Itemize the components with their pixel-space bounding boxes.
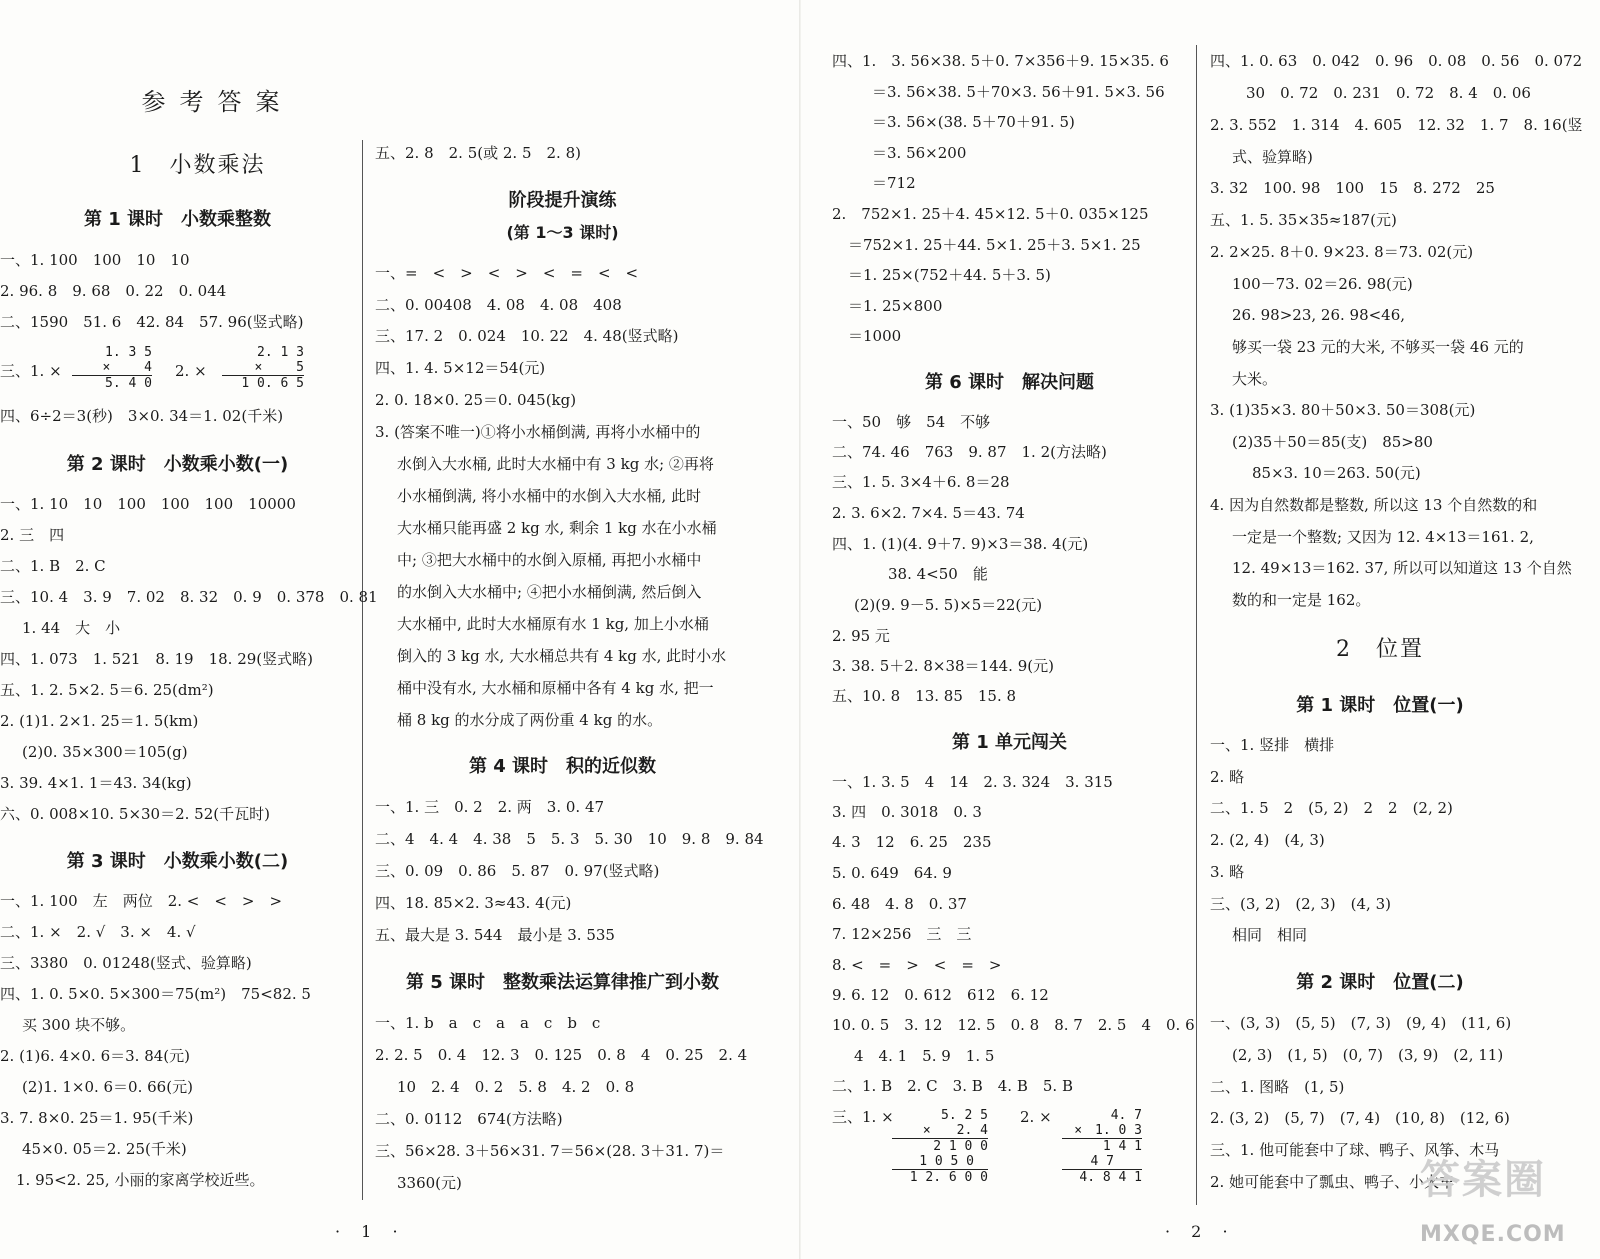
- answer-line: 够买一袋 23 元的大米, 不够买一袋 46 元的: [1232, 338, 1524, 356]
- answer-line: 2. (1)6. 4×0. 6＝3. 84(元): [0, 1047, 191, 1065]
- answer-line: 四、18. 85×2. 3≈43. 4(元): [375, 894, 572, 912]
- answer-line: 45×0. 05＝2. 25(千米): [22, 1140, 187, 1158]
- answer-line: 桶 8 kg 的水分成了两份重 4 kg 的水。: [397, 711, 663, 729]
- answer-line: 二、1. × 2. √ 3. × 4. √: [0, 923, 196, 941]
- answer-line: ＝752×1. 25＋44. 5×1. 25＋3. 5×1. 25: [848, 236, 1141, 254]
- answer-line: 五、2. 8 2. 5(或 2. 5 2. 8): [375, 144, 581, 162]
- answer-line: 二、1. 5 2 (5, 2) 2 2 (2, 2): [1210, 799, 1453, 817]
- answer-line: 四、1. 4. 5×12＝54(元): [375, 359, 546, 377]
- answer-line: 的水倒入大水桶中; ④把小水桶倒满, 然后倒入: [397, 583, 702, 601]
- answer-line: 4. 因为自然数都是整数, 所以这 13 个自然数的和: [1210, 496, 1538, 514]
- answer-line: 买 300 块不够。: [22, 1016, 136, 1034]
- answer-line: 2. 95 元: [832, 627, 890, 645]
- answer-line: 水倒入大水桶, 此时大水桶中有 3 kg 水; ②再将: [397, 455, 714, 473]
- answer-line: 4. 3 12 6. 25 235: [832, 833, 992, 851]
- page-fold: [799, 0, 801, 1259]
- column-divider-right: [1196, 45, 1197, 1205]
- answer-line: 一定是一个整数; 又因为 12. 4×13＝161. 2,: [1232, 528, 1534, 546]
- unit-test-heading: 第 1 单元闯关: [951, 732, 1068, 753]
- lesson-heading: 第 4 课时 积的近似数: [468, 756, 657, 777]
- answer-line: 3. 四 0. 3018 0. 3: [832, 803, 982, 821]
- answer-line: 三、56×28. 3＋56×31. 7＝56×(28. 3＋31. 7)＝: [375, 1142, 725, 1160]
- lesson-heading: 第 6 课时 解决问题: [924, 372, 1095, 393]
- answer-line: (2)(9. 9－5. 5)×5＝22(元): [854, 596, 1043, 614]
- watermark-text: MXQE.COM: [1420, 1222, 1566, 1247]
- answer-line: 一、1. 3. 5 4 14 2. 3. 324 3. 315: [832, 773, 1113, 791]
- answer-line: 2. 3. 6×2. 7×4. 5＝43. 74: [832, 504, 1025, 522]
- answers-title: 参考答案: [141, 88, 294, 116]
- answer-line: 桶中没有水, 大水桶和原桶中各有 4 kg 水, 把一: [397, 679, 714, 697]
- answer-line: 10 2. 4 0. 2 5. 8 4. 2 0. 8: [397, 1078, 635, 1096]
- answer-line: 100－73. 02＝26. 98(元): [1232, 275, 1413, 293]
- answer-line: 五、1. 2. 5×2. 5＝6. 25(dm²): [0, 681, 214, 699]
- answer-line: 2. 2×25. 8＋0. 9×23. 8＝73. 02(元): [1210, 243, 1474, 261]
- answer-line: 一、(3, 3) (5, 5) (7, 3) (9, 4) (11, 6): [1210, 1014, 1512, 1032]
- lesson-heading: 第 5 课时 整数乘法运算律推广到小数: [405, 972, 720, 993]
- answer-line: 38. 4<50 能: [888, 565, 988, 583]
- answer-line: 6. 48 4. 8 0. 37: [832, 895, 967, 913]
- answer-line: 相同 相同: [1232, 926, 1308, 944]
- answer-line: 四、1. (1)(4. 9＋7. 9)×3＝38. 4(元): [832, 535, 1089, 553]
- answer-line: (2)0. 35×300＝105(g): [22, 743, 188, 761]
- answer-line: 五、最大是 3. 544 最小是 3. 535: [375, 926, 615, 944]
- answer-line: 3. (答案不唯一)①将小水桶倒满, 再将小水桶中的: [375, 423, 701, 441]
- answer-line: 三、1. ×: [832, 1108, 894, 1126]
- answer-line: 3. 32 100. 98 100 15 8. 272 25: [1210, 179, 1495, 197]
- answer-line: 2. (3, 2) (5, 7) (7, 4) (10, 8) (12, 6): [1210, 1109, 1510, 1127]
- answer-line: 26. 98>23, 26. 98<46,: [1232, 306, 1406, 324]
- lesson-heading: 第 3 课时 小数乘小数(二): [66, 851, 289, 872]
- answer-line: 四、1. 0. 5×0. 5×300＝75(m²) 75<82. 5: [0, 985, 311, 1003]
- answer-line: 7. 12×256 三 三: [832, 925, 972, 943]
- answer-line: 2. ×: [175, 362, 207, 380]
- answer-line: 2. 96. 8 9. 68 0. 22 0. 044: [0, 282, 227, 300]
- answer-line: 二、0. 0112 674(方法略): [375, 1110, 563, 1128]
- answer-line: ＝1. 25×(752＋44. 5＋3. 5): [848, 266, 1051, 284]
- answer-line: 1. 44 大 小: [22, 619, 121, 637]
- answer-line: 二、1. B 2. C 3. B 4. B 5. B: [832, 1077, 1073, 1095]
- answer-line: 一、1. 三 0. 2 2. 两 3. 0. 47: [375, 798, 605, 816]
- vertical-calculation: 5. 2 5 × 2. 4 2 1 0 0 1 0 5 0 1 2. 6 0 0: [892, 1108, 988, 1185]
- answer-line: ＝1. 25×800: [848, 297, 943, 315]
- answer-line: 三、3380 0. 01248(竖式、验算略): [0, 954, 252, 972]
- answer-line: 2. (1)1. 2×1. 25＝1. 5(km): [0, 712, 199, 730]
- answer-line: 3360(元): [397, 1174, 462, 1192]
- answer-line: 2. 略: [1210, 768, 1245, 786]
- answer-line: 3. 略: [1210, 863, 1245, 881]
- answer-line: (2, 3) (1, 5) (0, 7) (3, 9) (2, 11): [1232, 1046, 1504, 1064]
- answer-line: 8. < = > < = >: [832, 956, 1002, 974]
- answer-line: 二、4 4. 4 4. 38 5 5. 3 5. 30 10 9. 8 9. 84: [375, 830, 764, 848]
- answer-line: 小水桶倒满, 将小水桶中的水倒入大水桶, 此时: [397, 487, 702, 505]
- answer-line: 3. 7. 8×0. 25＝1. 95(千米): [0, 1109, 194, 1127]
- answer-line: 一、1. 100 左 两位 2. < < > >: [0, 892, 283, 910]
- answer-line: (2)35＋50＝85(支) 85>80: [1232, 433, 1433, 451]
- answer-line: 二、1. 图略 (1, 5): [1210, 1078, 1345, 1096]
- answer-line: 二、1590 51. 6 42. 84 57. 96(竖式略): [0, 313, 304, 331]
- vertical-calculation: 2. 1 3 × 5 1 0. 6 5: [222, 345, 304, 391]
- section-subheading: (第 1～3 课时): [506, 223, 619, 242]
- answer-line: 一、1. b a c a a c b c: [375, 1014, 601, 1032]
- answer-line: 四、1. 073 1. 521 8. 19 18. 29(竖式略): [0, 650, 314, 668]
- answer-line: 倒入的 3 kg 水, 大水桶总共有 4 kg 水, 此时小水: [397, 647, 727, 665]
- answer-line: 2. 2. 5 0. 4 12. 3 0. 125 0. 8 4 0. 25 2. 4: [375, 1046, 748, 1064]
- answer-line: 数的和一定是 162。: [1232, 591, 1371, 609]
- vertical-calculation: 4. 7 × 1. 0 3 1 4 1 4 7 4. 8 4 1: [1062, 1108, 1142, 1185]
- section-heading: 阶段提升演练: [508, 190, 617, 211]
- answer-line: 一、1. 100 100 10 10: [0, 251, 190, 269]
- answer-line: 三、17. 2 0. 024 10. 22 4. 48(竖式略): [375, 327, 679, 345]
- answer-line: 大米。: [1232, 370, 1278, 388]
- lesson-heading: 第 2 课时 位置(二): [1296, 972, 1464, 993]
- watermark-logo: 答案圈: [1420, 1157, 1546, 1203]
- answer-line: ＝712: [872, 174, 916, 192]
- answer-line: 2. 她可能套中了瓢虫、鸭子、小火车: [1210, 1173, 1455, 1191]
- answer-line: 30 0. 72 0. 231 0. 72 8. 4 0. 06: [1246, 84, 1531, 102]
- page-number-left: · 1 ·: [335, 1222, 406, 1241]
- unit-title: 1 小数乘法: [129, 153, 266, 178]
- answer-line: 一、= < > < > < = < <: [375, 264, 639, 282]
- page-number-right: · 2 ·: [1165, 1222, 1236, 1241]
- answer-line: 一、1. 竖排 横排: [1210, 736, 1335, 754]
- answer-line: 四、6÷2＝3(秒) 3×0. 34＝1. 02(千米): [0, 407, 284, 425]
- answer-line: 三、10. 4 3. 9 7. 02 8. 32 0. 9 0. 378 0. 81: [0, 588, 378, 606]
- answer-line: 5. 0. 649 64. 9: [832, 864, 952, 882]
- answer-line: 三、0. 09 0. 86 5. 87 0. 97(竖式略): [375, 862, 660, 880]
- answer-line: 三、1. ×: [0, 362, 62, 380]
- answer-line: 二、74. 46 763 9. 87 1. 2(方法略): [832, 443, 1107, 461]
- answer-line: 中; ③把大水桶中的水倒入原桶, 再把小水桶中: [397, 551, 702, 569]
- answer-line: 二、1. B 2. C: [0, 557, 106, 575]
- answer-line: 二、0. 00408 4. 08 4. 08 408: [375, 296, 622, 314]
- answer-line: 五、1. 5. 35×35≈187(元): [1210, 211, 1397, 229]
- answer-line: 四、1. 0. 63 0. 042 0. 96 0. 08 0. 56 0. 072: [1210, 52, 1583, 70]
- answer-line: 一、50 够 54 不够: [832, 413, 991, 431]
- answer-line: 2. 三 四: [0, 526, 65, 544]
- answer-line: ＝1000: [848, 327, 902, 345]
- answer-line: 三、1. 他可能套中了球、鸭子、风筝、木马: [1210, 1141, 1500, 1159]
- answer-line: 2. ×: [1020, 1108, 1052, 1126]
- answer-line: 一、1. 10 10 100 100 100 10000: [0, 495, 296, 513]
- answer-line: 1. 95<2. 25, 小丽的家离学校近些。: [16, 1171, 265, 1189]
- answer-line: 五、10. 8 13. 85 15. 8: [832, 687, 1017, 705]
- answer-line: 三、(3, 2) (2, 3) (4, 3): [1210, 895, 1391, 913]
- column-divider-left: [362, 140, 363, 1200]
- answer-line: 85×3. 10＝263. 50(元): [1252, 464, 1421, 482]
- answer-line: ＝3. 56×(38. 5＋70＋91. 5): [872, 113, 1075, 131]
- answer-line: 2. 0. 18×0. 25＝0. 045(kg): [375, 391, 577, 409]
- answer-line: 六、0. 008×10. 5×30＝2. 52(千瓦时): [0, 805, 270, 823]
- answer-line: 12. 49×13＝162. 37, 所以可以知道这 13 个自然: [1232, 559, 1572, 577]
- lesson-heading: 第 1 课时 位置(一): [1296, 695, 1464, 716]
- answer-line: 三、1. 5. 3×4＋6. 8＝28: [832, 473, 1010, 491]
- lesson-heading: 第 2 课时 小数乘小数(一): [66, 454, 289, 475]
- answer-line: 大水桶中, 此时大水桶原有水 1 kg, 加上小水桶: [397, 615, 709, 633]
- answer-line: 9. 6. 12 0. 612 612 6. 12: [832, 986, 1049, 1004]
- answer-line: 大水桶只能再盛 2 kg 水, 剩余 1 kg 水在小水桶: [397, 519, 717, 537]
- answer-line: 四、1. 3. 56×38. 5＋0. 7×356＋9. 15×35. 6: [832, 52, 1169, 70]
- answer-line: 2. 3. 552 1. 314 4. 605 12. 32 1. 7 8. 16(竖: [1210, 116, 1583, 134]
- answer-line: ＝3. 56×200: [872, 144, 967, 162]
- answer-line: 4 4. 1 5. 9 1. 5: [854, 1047, 995, 1065]
- answer-line: 10. 0. 5 3. 12 12. 5 0. 8 8. 7 2. 5 4 0. 6: [832, 1016, 1195, 1034]
- answer-line: ＝3. 56×38. 5＋70×3. 56＋91. 5×3. 56: [872, 83, 1165, 101]
- unit-title: 2 位置: [1336, 637, 1424, 662]
- answer-line: 3. 38. 5＋2. 8×38＝144. 9(元): [832, 657, 1054, 675]
- answer-line: 2. 752×1. 25＋4. 45×12. 5＋0. 035×125: [832, 205, 1149, 223]
- answer-line: 3. (1)35×3. 80＋50×3. 50＝308(元): [1210, 401, 1476, 419]
- answer-line: 3. 39. 4×1. 1＝43. 34(kg): [0, 774, 192, 792]
- lesson-heading: 第 1 课时 小数乘整数: [83, 209, 272, 230]
- vertical-calculation: 1. 3 5 × 4 5. 4 0: [72, 345, 152, 391]
- answer-line: 2. (2, 4) (4, 3): [1210, 831, 1325, 849]
- answer-line: 式、验算略): [1232, 148, 1313, 166]
- answer-line: (2)1. 1×0. 6＝0. 66(元): [22, 1078, 193, 1096]
